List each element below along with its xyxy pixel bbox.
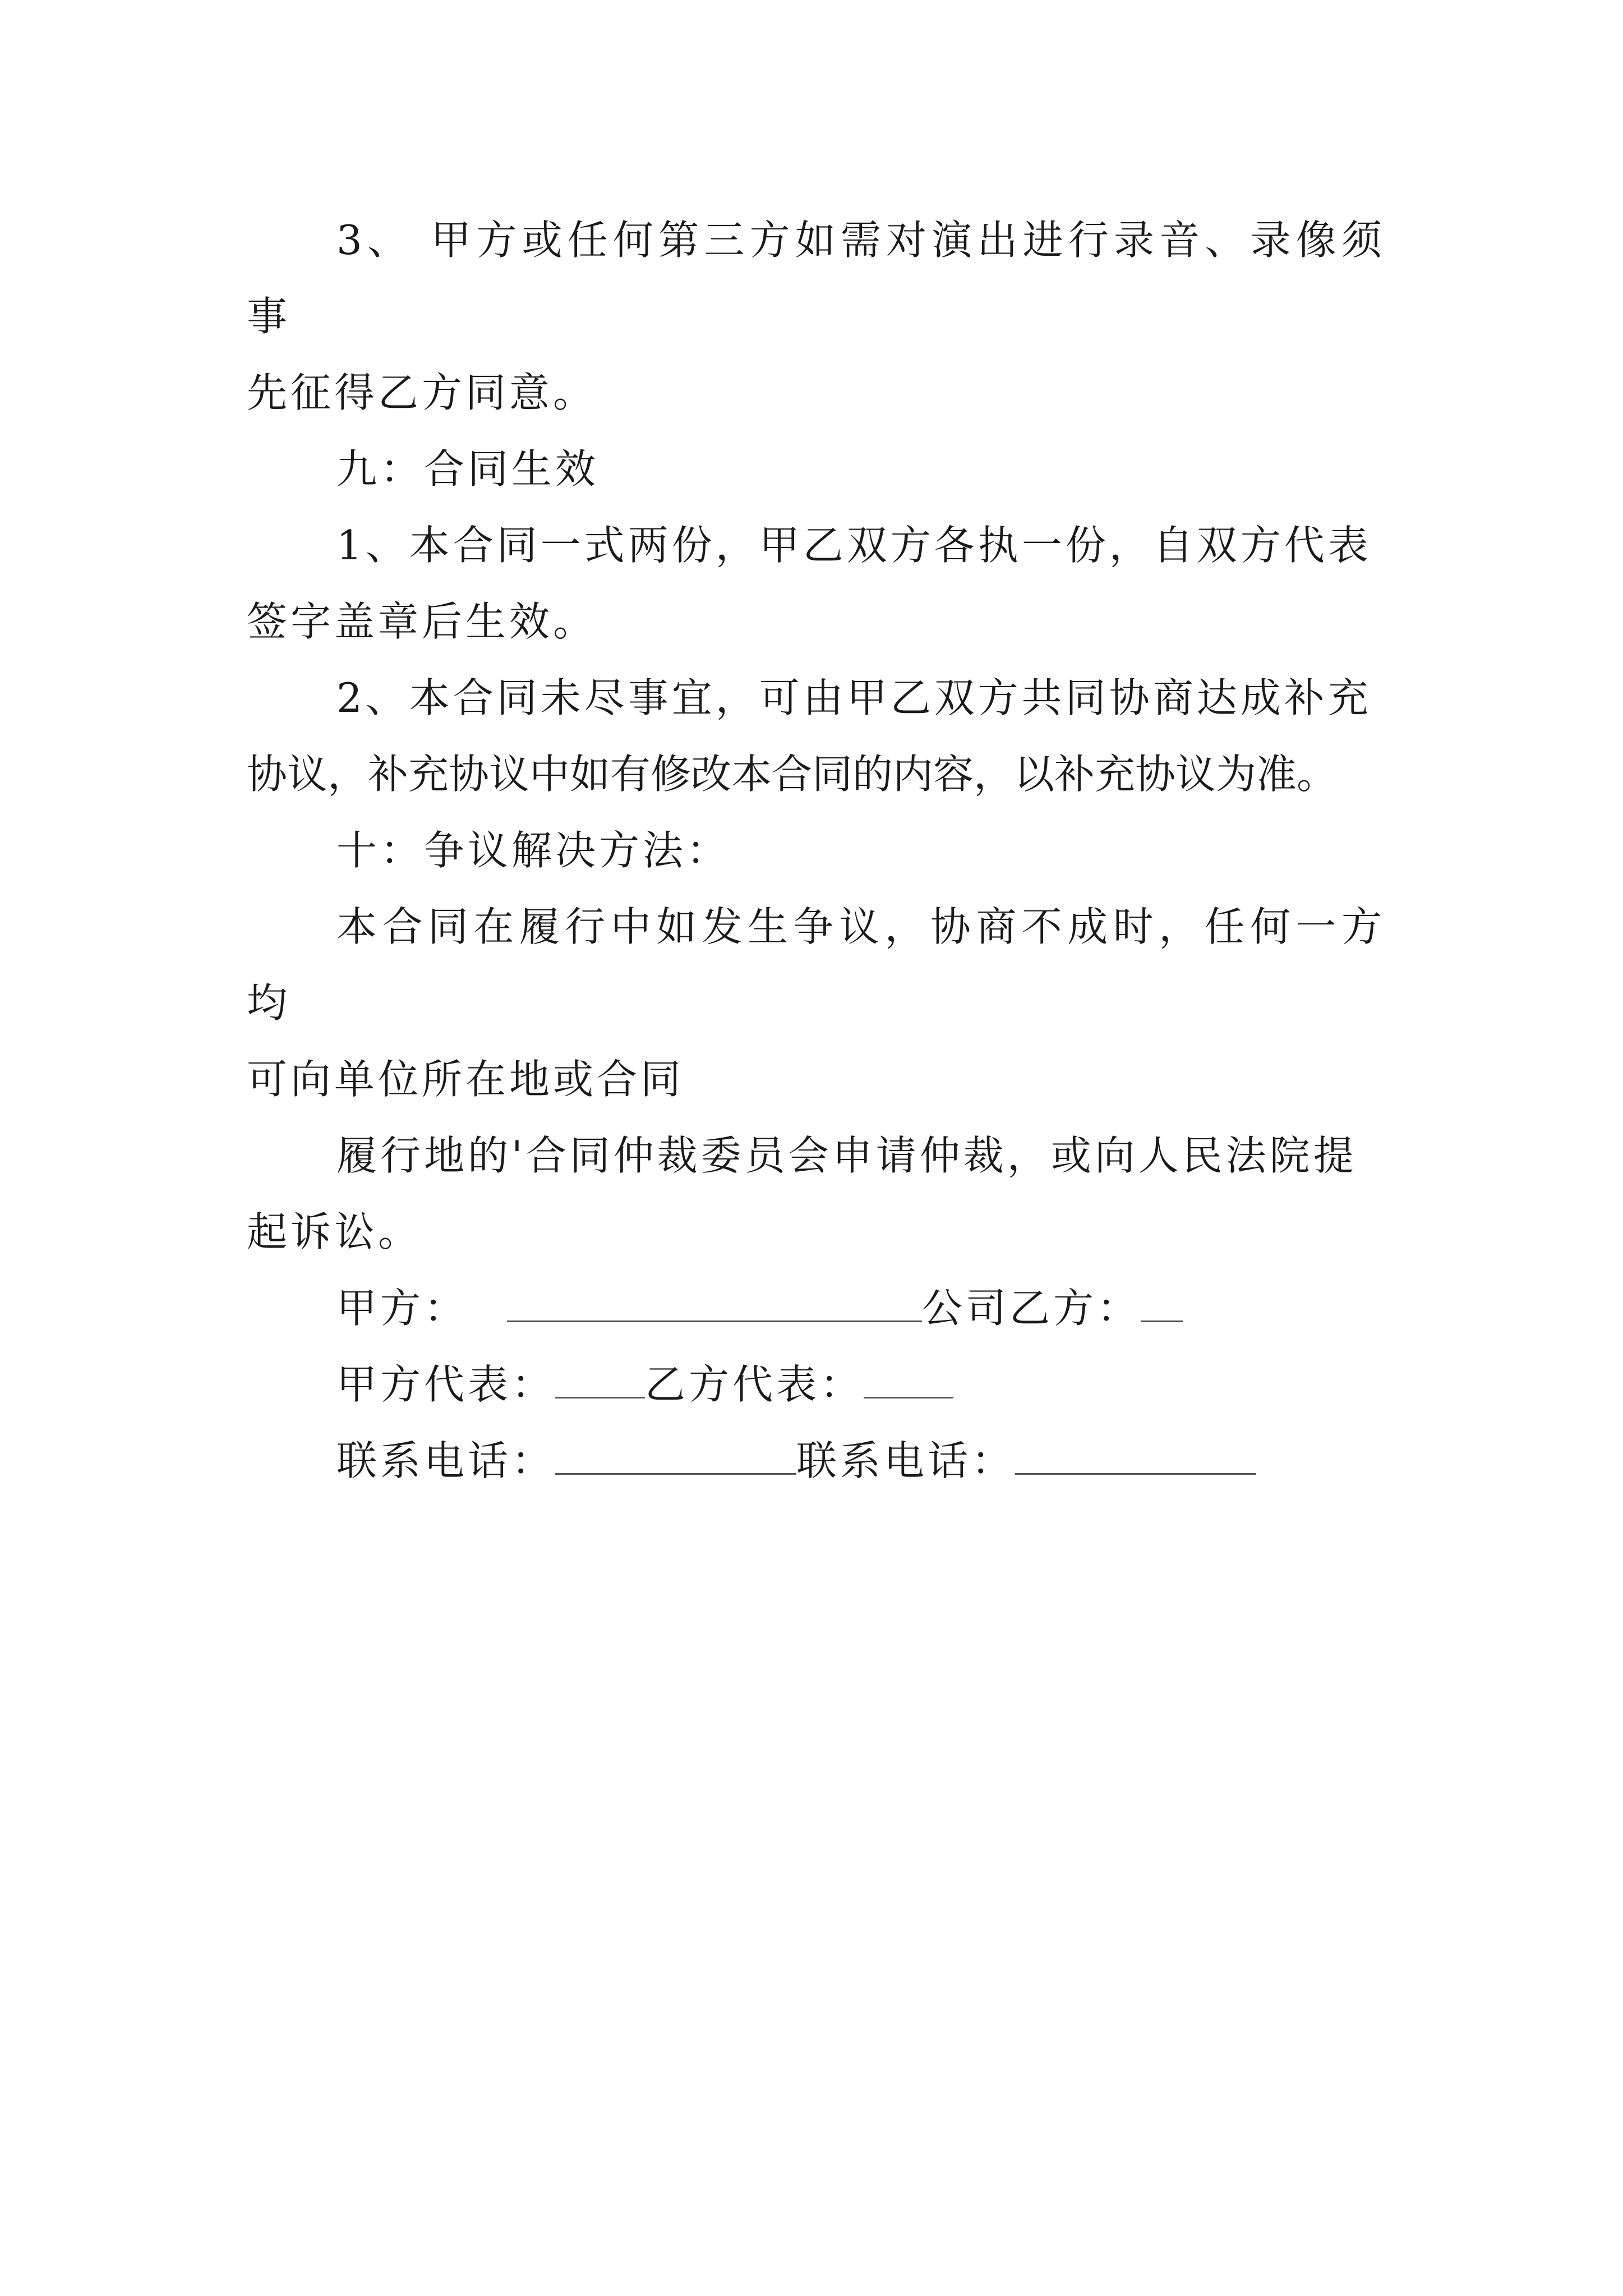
clause-9-1-line-2: 签字盖章后生效。 xyxy=(247,598,597,645)
clause-9-2-line-1: 2、本合同未尽事宜，可由甲乙双方共同协商达成补充 xyxy=(336,674,1372,721)
clause-9-1 xyxy=(247,507,1385,583)
party-b-rep-label: 乙方代表： xyxy=(645,1361,864,1408)
clause-10-text xyxy=(247,889,1385,1041)
clause-9-2-cont xyxy=(247,736,1385,812)
signature-phone-line xyxy=(247,1423,1385,1499)
clause-9-2-line-2: 协议，补充协议中如有修改本合同的内容，以补充协议为准。 xyxy=(247,751,1338,798)
phone-a-label: 联系电话： xyxy=(336,1437,556,1484)
clause-8-3-line-2: 先征得乙方同意。 xyxy=(247,369,597,416)
clause-9-2 xyxy=(247,660,1385,736)
clause-10-text-line-2: 可向单位所在地或合同 xyxy=(247,1056,685,1103)
section-9-heading: 九：合同生效 xyxy=(336,445,600,493)
clause-8-3 xyxy=(247,202,1385,355)
clause-8-3-cont xyxy=(247,355,1385,431)
section-10-heading: 十：争议解决方法： xyxy=(336,827,731,874)
company-party-b-label: 公司乙方： xyxy=(922,1285,1141,1332)
clause-10-text-line-1: 本合同在履行中如发生争议，协商不成时，任何一方均 xyxy=(247,903,1385,1027)
signature-rep-line xyxy=(247,1346,1385,1423)
party-b-blank[interactable] xyxy=(1141,1287,1183,1322)
clause-9-1-cont xyxy=(247,583,1385,660)
phone-b-blank[interactable] xyxy=(1015,1439,1256,1475)
clause-10-cont-line-1: 履行地的'合同仲裁委员会申请仲裁，或向人民法院提 xyxy=(336,1132,1357,1179)
clause-10-cont-2 xyxy=(247,1194,1385,1270)
clause-10-cont-line-2: 起诉讼。 xyxy=(247,1208,422,1255)
party-a-label: 甲方： xyxy=(336,1285,468,1332)
party-a-rep-blank[interactable] xyxy=(555,1363,645,1398)
party-a-blank[interactable] xyxy=(507,1287,922,1322)
clause-10-cont xyxy=(247,1117,1385,1194)
clause-9-1-line-1: 1、本合同一式两份，甲乙双方各执一份，自双方代表 xyxy=(336,522,1372,569)
phone-b-label: 联系电话： xyxy=(796,1437,1016,1484)
clause-10-text-cont xyxy=(247,1041,1385,1117)
party-a-rep-label: 甲方代表： xyxy=(336,1361,556,1408)
party-b-rep-blank[interactable] xyxy=(864,1363,953,1398)
phone-a-blank[interactable] xyxy=(555,1439,796,1475)
document-body xyxy=(247,202,1385,1499)
clause-8-3-line-1: 3、 甲方或任何第三方如需对演出进行录音、录像须事 xyxy=(247,217,1385,340)
signature-party-line xyxy=(247,1270,1385,1346)
